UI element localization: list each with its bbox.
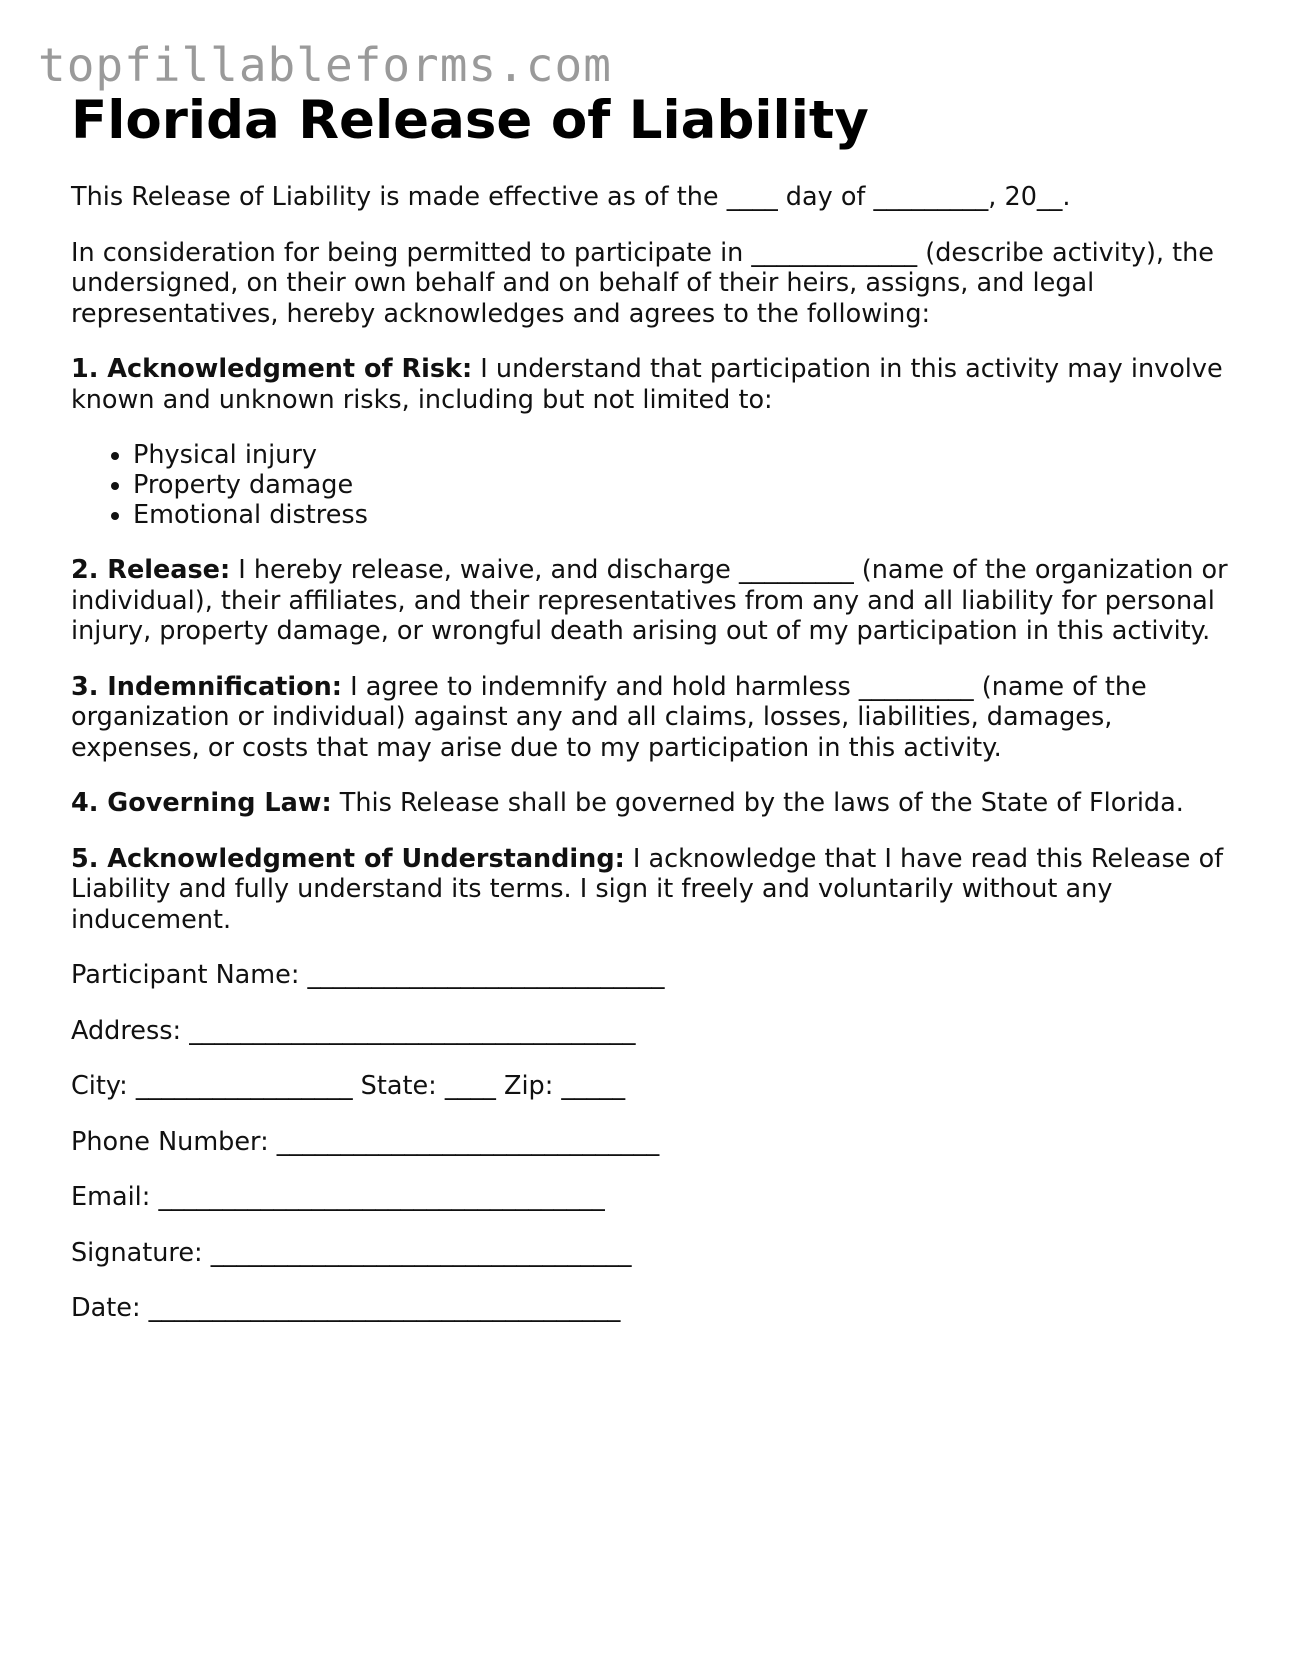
section-governing-law — [71, 788, 1231, 819]
section-acknowledgment-of-understanding — [71, 844, 1231, 936]
section-heading: 1. Acknowledgment of Risk: — [71, 354, 473, 385]
list-item: • Property damage — [133, 470, 1231, 500]
city-state-zip-field[interactable]: City: _________________ State: ____ Zip: _____ — [71, 1071, 626, 1102]
section-text: This Release shall be governed by the laws of the State of Florida. — [331, 788, 1184, 819]
section-indemnification — [71, 672, 1231, 764]
section-text: I agree to indemnify and hold harmless _________ (name of the organization or individual) against any and all claims, losses, liabilities, damages, expenses, or costs that may arise due to my participation in this activity. — [71, 671, 1147, 763]
section-heading: 3. Indemnification: — [71, 671, 342, 702]
signature-fields — [71, 960, 1231, 1324]
section-text: I hereby release, waive, and discharge _________ (name of the organization or individual), their affiliates, and their representatives from any and all liability for personal injury, property damage, or wrongful death arising out of my participation in this activity. — [71, 555, 1228, 647]
email-field[interactable]: Email: ___________________________________ — [71, 1182, 605, 1213]
participant-name-field[interactable]: Participant Name: ____________________________ — [71, 960, 665, 991]
section-heading: 4. Governing Law: — [71, 788, 332, 819]
date-field[interactable]: Date: _____________________________________ — [71, 1293, 621, 1324]
section-text: I understand that participation in this activity may involve known and unknown risks, including but not limited to: — [71, 354, 1223, 415]
section-text: I acknowledge that I have read this Release of Liability and fully understand its terms. I sign it freely and voluntarily without any inducement. — [71, 843, 1224, 935]
phone-number-field[interactable]: Phone Number: ______________________________ — [71, 1126, 660, 1157]
list-item: • Emotional distress — [133, 500, 1231, 530]
address-field[interactable]: Address: ___________________________________ — [71, 1015, 636, 1046]
page-title: Florida Release of Liability — [71, 90, 869, 151]
signature-field[interactable]: Signature: _________________________________ — [71, 1237, 632, 1268]
list-item: • Physical injury — [133, 440, 1231, 470]
section-acknowledgment-of-risk — [71, 354, 1231, 415]
section-heading: 2. Release: — [71, 555, 231, 586]
effective-date-paragraph: This Release of Liability is made effective as of the ____ day of _________, 20__. — [71, 182, 1071, 213]
watermark: topfillableforms.com — [38, 38, 612, 92]
section-release — [71, 555, 1231, 647]
section-heading: 5. Acknowledgment of Understanding: — [71, 843, 625, 874]
consideration-paragraph: In consideration for being permitted to participate in _____________ (describe activity), the undersigned, on their own behalf and on behalf of their heirs, assigns, and legal representatives, hereby acknowledges and agrees to the following: — [71, 237, 1214, 329]
risk-list — [71, 440, 1231, 530]
document-page — [71, 92, 1231, 1349]
